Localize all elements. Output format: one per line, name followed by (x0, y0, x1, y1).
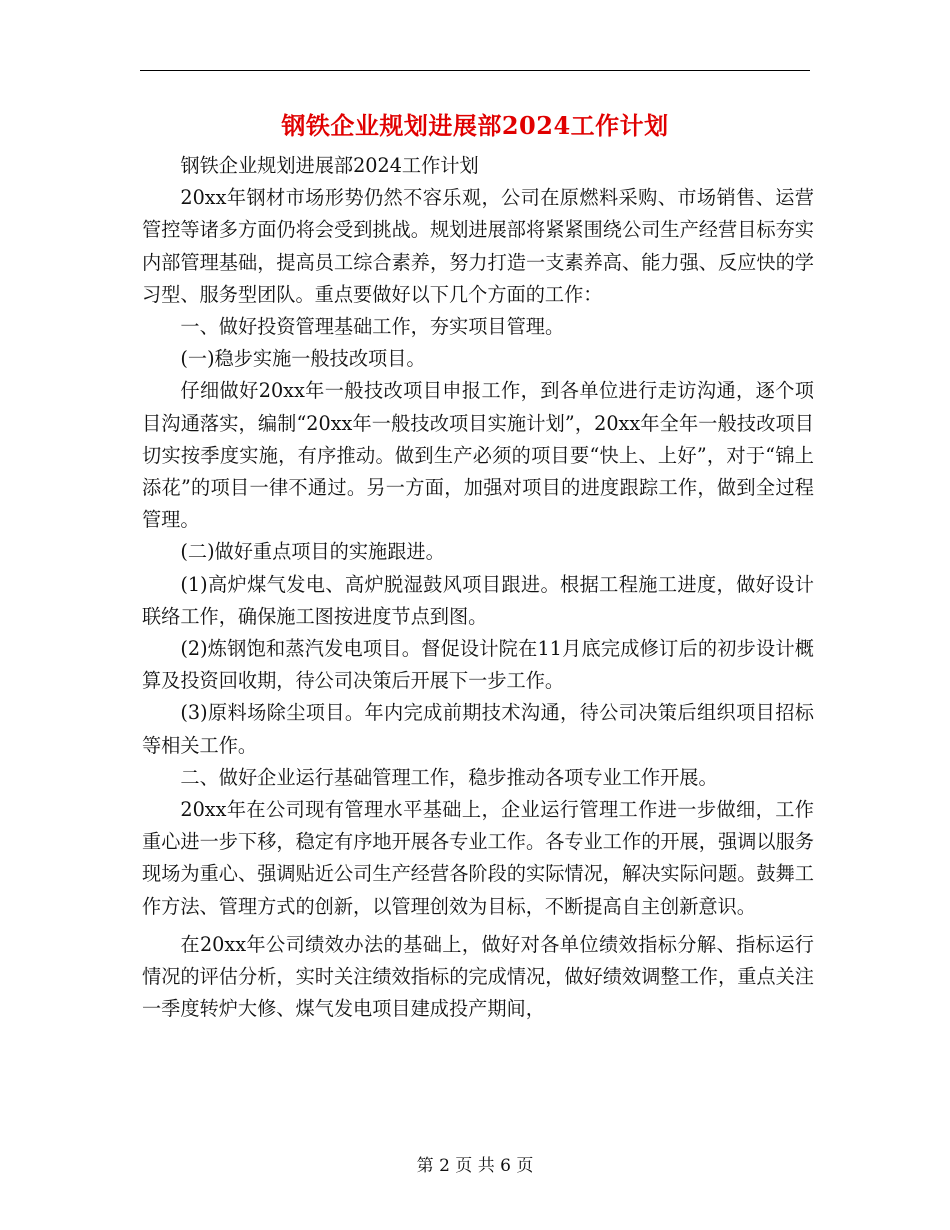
paragraph-performance: 在20xx年公司绩效办法的基础上，做好对各单位绩效指标分解、指标运行情况的评估分析，实时关注绩效指标的完成情况，做好绩效调整工作，重点关注一季度转炉大修、煤气发电项目建成投产期间， (142, 932, 814, 1021)
paragraph-operations: 20xx年在公司现有管理水平基础上，企业运行管理工作进一步做细，工作重心进一步下移，稳定有序地开展各专业工作。各专业工作的开展，强调以服务现场为重心、强调贴近公司生产经营各阶段的实际情况，解决实际问题。鼓舞工作方法、管理方式的创新，以管理创效为目标，不断提高自主创新意识。 (142, 798, 814, 918)
subsection-heading-1-2: (二)做好重点项目的实施跟进。 (180, 540, 445, 564)
section-heading-2: 二、做好企业运行基础管理工作，稳步推动各项专业工作开展。 (180, 765, 718, 789)
list-item-3: (3)原料场除尘项目。年内完成前期技术沟通，待公司决策后组织项目招标等相关工作。 (142, 701, 814, 757)
section-heading-1: 一、做好投资管理基础工作，夯实项目管理。 (180, 315, 565, 339)
paragraph-general-projects: 仔细做好20xx年一般技改项目申报工作，到各单位进行走访沟通，逐个项目沟通落实，编制“20xx年一般技改项目实施计划”，20xx年全年一般技改项目切实按季度实施，有序推动。做到生产必须的项目要“快上、上好”，对于“锦上添花”的项目一律不通过。另一方面，加强对项目的进度跟踪工作，做到全过程管理。 (142, 379, 814, 532)
paragraph-subtitle: 钢铁企业规划进展部2024工作计划 (180, 154, 479, 177)
subsection-heading-1-1: (一)稳步实施一般技改项目。 (180, 347, 426, 371)
list-item-1: (1)高炉煤气发电、高炉脱湿鼓风项目跟进。根据工程施工进度，做好设计联络工作，确保施工图按进度节点到图。 (142, 572, 814, 628)
document-title: 钢铁企业规划进展部2024工作计划 (281, 111, 669, 140)
page-number-label: 第 2 页 共 6 页 (416, 1156, 534, 1176)
paragraph-intro: 20xx年钢材市场形势仍然不容乐观，公司在原燃料采购、市场销售、运营管控等诸多方面仍将会受到挑战。规划进展部将紧紧围绕公司生产经营目标夯实内部管理基础，提高员工综合素养，努力打造一支素养高、能力强、反应快的学习型、服务型团队。重点要做好以下几个方面的工作： (142, 186, 814, 306)
header-rule (140, 70, 810, 71)
list-item-2: (2)炼钢饱和蒸汽发电项目。督促设计院在11月底完成修订后的初步设计概算及投资回收期，待公司决策后开展下一步工作。 (142, 637, 814, 693)
page-footer (0, 1154, 950, 1178)
document-body (142, 150, 814, 1025)
